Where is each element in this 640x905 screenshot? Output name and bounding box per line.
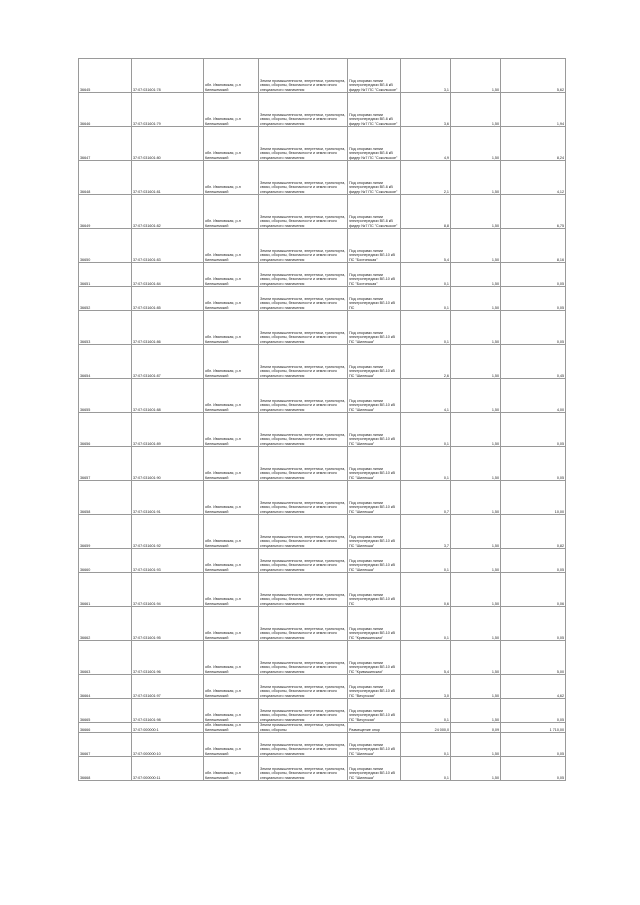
value-cell: 8,16 (501, 229, 566, 263)
rate-cell: 1,50 (451, 195, 501, 229)
land-category-cell: Земли промышленности, энергетики, транспорта, связи, обороны, безопасности и земли иного специального назначения (259, 195, 348, 229)
location-cell: обл. Ивановская, р-н Кинешемский (204, 263, 259, 287)
permitted-use-cell: Размещение опор (348, 723, 401, 733)
value-cell: 0,05 (501, 287, 566, 311)
rate-cell: 1,50 (451, 447, 501, 481)
value-cell: 0,05 (501, 757, 566, 781)
value-cell: 1 710,00 (501, 723, 566, 733)
row-number: 36653 (79, 311, 132, 345)
cadastral-number: 37:07:031601:98 (132, 699, 204, 723)
land-category-cell: Земли промышленности, энергетики, транспорта, связи, обороны, безопасности и земли иного специального назначения (259, 161, 348, 195)
rate-cell: 0,09 (451, 723, 501, 733)
row-number: 36667 (79, 733, 132, 757)
value-cell: 0,05 (501, 607, 566, 641)
table-row (79, 675, 566, 699)
land-category-cell: Земли промышленности, энергетики, транспорта, связи, обороны (259, 723, 348, 733)
permitted-use-cell: Под опорами линии электропередачи ВЛ-10 кВ ПС "Шилекша" (348, 481, 401, 515)
cadastral-number: 37:07:031601:94 (132, 573, 204, 607)
cadastral-number: 37:07:031601:92 (132, 515, 204, 549)
value-cell: 8,24 (501, 127, 566, 161)
area-cell: 5,4 (401, 229, 451, 263)
permitted-use-cell: Под опорами линии электропередачи ВЛ-6 кВ фидер №7 ПС "Сокольское" (348, 93, 401, 127)
permitted-use-cell: Под опорами линии электропередачи ВЛ-10 кВ ПС "Бохтинская" (348, 229, 401, 263)
permitted-use-cell: Под опорами линии электропередачи ВЛ-10 кВ ПС "Вичугская" (348, 699, 401, 723)
location-cell: обл. Ивановская, р-н Кинешемский (204, 345, 259, 379)
permitted-use-cell: Под опорами линии электропередачи ВЛ-6 кВ фидер №7 ПС "Сокольское" (348, 59, 401, 93)
cadastral-number: 37:07:031601:87 (132, 345, 204, 379)
area-cell: 4,9 (401, 127, 451, 161)
area-cell: 0,1 (401, 447, 451, 481)
area-cell: 3,1 (401, 59, 451, 93)
area-cell: 3,7 (401, 515, 451, 549)
area-cell: 2,6 (401, 345, 451, 379)
rate-cell: 1,50 (451, 675, 501, 699)
rate-cell: 1,50 (451, 93, 501, 127)
area-cell: 0,1 (401, 287, 451, 311)
cadastral-number: 37:07:031601:93 (132, 549, 204, 573)
value-cell: 0,45 (501, 345, 566, 379)
row-number: 36654 (79, 345, 132, 379)
cadastral-number: 37:07:031601:82 (132, 195, 204, 229)
value-cell: 1,94 (501, 93, 566, 127)
table-row (79, 447, 566, 481)
table-row (79, 573, 566, 607)
cadastral-number: 37:07:000000:11 (132, 757, 204, 781)
rate-cell: 1,50 (451, 379, 501, 413)
value-cell: 4,12 (501, 161, 566, 195)
land-category-cell: Земли промышленности, энергетики, транспорта, связи, обороны, безопасности и земли иного специального назначения (259, 229, 348, 263)
cadastral-number: 37:07:031601:80 (132, 127, 204, 161)
location-cell: обл. Ивановская, р-н Кинешемский (204, 379, 259, 413)
row-number: 36659 (79, 515, 132, 549)
permitted-use-cell: Под опорами линии электропередачи ВЛ-6 кВ фидер №7 ПС "Сокольское" (348, 127, 401, 161)
rate-cell: 1,50 (451, 59, 501, 93)
row-number: 36649 (79, 195, 132, 229)
area-cell: 0,1 (401, 263, 451, 287)
land-category-cell: Земли промышленности, энергетики, транспорта, связи, обороны, безопасности и земли иного специального назначения (259, 515, 348, 549)
location-cell: обл. Ивановская, р-н Кинешемский (204, 699, 259, 723)
value-cell: 0,82 (501, 515, 566, 549)
permitted-use-cell: Под опорами линии электропередачи ВЛ-10 кВ ПС "Шилекша" (348, 447, 401, 481)
cadastral-number: 37:07:031601:79 (132, 93, 204, 127)
area-cell: 2,1 (401, 161, 451, 195)
rate-cell: 1,50 (451, 733, 501, 757)
value-cell: 0,05 (501, 549, 566, 573)
cadastral-number: 37:07:031601:97 (132, 675, 204, 699)
cadastral-number: 37:07:031601:83 (132, 229, 204, 263)
area-cell: 0,6 (401, 573, 451, 607)
land-category-cell: Земли промышленности, энергетики, транспорта, связи, обороны, безопасности и земли иного специального назначения (259, 607, 348, 641)
land-category-cell: Земли промышленности, энергетики, транспорта, связи, обороны, безопасности и земли иного специального назначения (259, 481, 348, 515)
permitted-use-cell: Под опорами линии электропередачи ВЛ-10 кВ ПС "Шилекша" (348, 311, 401, 345)
row-number: 36668 (79, 757, 132, 781)
table-row (79, 757, 566, 781)
location-cell: обл. Ивановская, р-н Кинешемский (204, 481, 259, 515)
land-category-cell: Земли промышленности, энергетики, транспорта, связи, обороны, безопасности и земли иного специального назначения (259, 699, 348, 723)
permitted-use-cell: Под опорами линии электропередачи ВЛ-10 кВ ПС "Бохтинская" (348, 263, 401, 287)
value-cell: 0,05 (501, 311, 566, 345)
value-cell: 6,75 (501, 195, 566, 229)
location-cell: обл. Ивановская, р-н Кинешемский (204, 607, 259, 641)
area-cell: 0,1 (401, 311, 451, 345)
land-category-cell: Земли промышленности, энергетики, транспорта, связи, обороны, безопасности и земли иного специального назначения (259, 733, 348, 757)
table-row (79, 229, 566, 263)
cadastral-number: 37:07:031601:85 (132, 287, 204, 311)
location-cell: обл. Ивановская, р-н Кинешемский (204, 287, 259, 311)
value-cell: 5,00 (501, 641, 566, 675)
land-category-cell: Земли промышленности, энергетики, транспорта, связи, обороны, безопасности и земли иного специального назначения (259, 549, 348, 573)
rate-cell: 1,50 (451, 515, 501, 549)
rate-cell: 1,50 (451, 229, 501, 263)
row-number: 36651 (79, 263, 132, 287)
location-cell: обл. Ивановская, р-н Кинешемский (204, 641, 259, 675)
value-cell: 4,62 (501, 675, 566, 699)
table-row (79, 59, 566, 93)
row-number: 36658 (79, 481, 132, 515)
permitted-use-cell: Под опорами линии электропередачи ВЛ-10 кВ ПС (348, 573, 401, 607)
value-cell: 5,62 (501, 59, 566, 93)
table-row (79, 379, 566, 413)
location-cell: обл. Ивановская, р-н Кинешемский (204, 413, 259, 447)
location-cell: обл. Ивановская, р-н Кинешемский (204, 723, 259, 733)
land-category-cell: Земли промышленности, энергетики, транспорта, связи, обороны, безопасности и земли иного специального назначения (259, 59, 348, 93)
row-number: 36665 (79, 699, 132, 723)
area-cell: 3,0 (401, 675, 451, 699)
cadastral-number: 37:07:031601:95 (132, 607, 204, 641)
table-row (79, 723, 566, 733)
permitted-use-cell: Под опорами линии электропередачи ВЛ-6 кВ фидер №7 ПС "Сокольское" (348, 195, 401, 229)
table-row (79, 345, 566, 379)
table-row (79, 195, 566, 229)
permitted-use-cell: Под опорами линии электропередачи ВЛ-10 кВ ПС "Шилекша" (348, 413, 401, 447)
permitted-use-cell: Под опорами линии электропередачи ВЛ-10 кВ ПС "Вичугская" (348, 675, 401, 699)
table-body (79, 59, 566, 781)
row-number: 36664 (79, 675, 132, 699)
row-number: 36656 (79, 413, 132, 447)
rate-cell: 1,50 (451, 413, 501, 447)
land-category-cell: Земли промышленности, энергетики, транспорта, связи, обороны, безопасности и земли иного специального назначения (259, 127, 348, 161)
rate-cell: 1,50 (451, 161, 501, 195)
area-cell: 0,1 (401, 607, 451, 641)
row-number: 36660 (79, 549, 132, 573)
location-cell: обл. Ивановская, р-н Кинешемский (204, 59, 259, 93)
location-cell: обл. Ивановская, р-н Кинешемский (204, 229, 259, 263)
table-row (79, 287, 566, 311)
row-number: 36647 (79, 127, 132, 161)
location-cell: обл. Ивановская, р-н Кинешемский (204, 93, 259, 127)
rate-cell: 1,50 (451, 641, 501, 675)
land-category-cell: Земли промышленности, энергетики, транспорта, связи, обороны, безопасности и земли иного специального назначения (259, 573, 348, 607)
value-cell: 0,06 (501, 573, 566, 607)
cadastral-number: 37:07:031601:81 (132, 161, 204, 195)
location-cell: обл. Ивановская, р-н Кинешемский (204, 311, 259, 345)
permitted-use-cell: Под опорами линии электропередачи ВЛ-6 кВ фидер №7 ПС "Сокольское" (348, 161, 401, 195)
land-category-cell: Земли промышленности, энергетики, транспорта, связи, обороны, безопасности и земли иного специального назначения (259, 413, 348, 447)
area-cell: 5,4 (401, 641, 451, 675)
cadastral-number: 37:07:031601:89 (132, 413, 204, 447)
permitted-use-cell: Под опорами линии электропередачи ВЛ-10 кВ ПС "Шилекша" (348, 345, 401, 379)
rate-cell: 1,50 (451, 549, 501, 573)
location-cell: обл. Ивановская, р-н Кинешемский (204, 757, 259, 781)
area-cell: 0,1 (401, 699, 451, 723)
cadastral-number: 37:07:000000:10 (132, 733, 204, 757)
land-category-cell: Земли промышленности, энергетики, транспорта, связи, обороны, безопасности и земли иного специального назначения (259, 379, 348, 413)
value-cell: 0,05 (501, 733, 566, 757)
cadastral-number: 37:07:000000:1 (132, 723, 204, 733)
land-category-cell: Земли промышленности, энергетики, транспорта, связи, обороны, безопасности и земли иного специального назначения (259, 447, 348, 481)
rate-cell: 1,50 (451, 311, 501, 345)
permitted-use-cell: Под опорами линии электропередачи ВЛ-10 кВ ПС "Шилекша" (348, 515, 401, 549)
document-page (78, 58, 565, 781)
permitted-use-cell: Под опорами линии электропередачи ВЛ-10 кВ ПС "Шилекша" (348, 757, 401, 781)
rate-cell: 1,50 (451, 287, 501, 311)
permitted-use-cell: Под опорами линии электропередачи ВЛ-10 кВ ПС "Кривишинская" (348, 607, 401, 641)
value-cell: 0,05 (501, 263, 566, 287)
location-cell: обл. Ивановская, р-н Кинешемский (204, 161, 259, 195)
land-category-cell: Земли промышленности, энергетики, транспорта, связи, обороны, безопасности и земли иного специального назначения (259, 345, 348, 379)
table-row (79, 93, 566, 127)
land-category-cell: Земли промышленности, энергетики, транспорта, связи, обороны, безопасности и земли иного специального назначения (259, 93, 348, 127)
rate-cell: 1,50 (451, 345, 501, 379)
cadastral-number: 37:07:031601:88 (132, 379, 204, 413)
land-category-cell: Земли промышленности, энергетики, транспорта, связи, обороны, безопасности и земли иного специального назначения (259, 757, 348, 781)
value-cell: 0,05 (501, 699, 566, 723)
cadastral-number: 37:07:031601:84 (132, 263, 204, 287)
table-row (79, 413, 566, 447)
permitted-use-cell: Под опорами линии электропередачи ВЛ-10 кВ ПС "Кривишинская" (348, 641, 401, 675)
value-cell: 0,05 (501, 413, 566, 447)
area-cell: 8,8 (401, 195, 451, 229)
rate-cell: 1,50 (451, 127, 501, 161)
row-number: 36652 (79, 287, 132, 311)
cadastral-number: 37:07:031601:86 (132, 311, 204, 345)
row-number: 36657 (79, 447, 132, 481)
value-cell: 0,05 (501, 447, 566, 481)
table-row (79, 263, 566, 287)
rate-cell: 1,50 (451, 481, 501, 515)
location-cell: обл. Ивановская, р-н Кинешемский (204, 447, 259, 481)
rate-cell: 1,50 (451, 699, 501, 723)
location-cell: обл. Ивановская, р-н Кинешемский (204, 127, 259, 161)
table-row (79, 733, 566, 757)
area-cell: 0,1 (401, 733, 451, 757)
row-number: 36648 (79, 161, 132, 195)
land-category-cell: Земли промышленности, энергетики, транспорта, связи, обороны, безопасности и земли иного специального назначения (259, 287, 348, 311)
area-cell: 0,7 (401, 481, 451, 515)
table-row (79, 161, 566, 195)
permitted-use-cell: Под опорами линии электропередачи ВЛ-10 кВ ПС "Шилекша" (348, 379, 401, 413)
location-cell: обл. Ивановская, р-н Кинешемский (204, 515, 259, 549)
permitted-use-cell: Под опорами линии электропередачи ВЛ-10 кВ ПС (348, 287, 401, 311)
area-cell: 3,6 (401, 93, 451, 127)
table-row (79, 641, 566, 675)
rate-cell: 1,50 (451, 263, 501, 287)
row-number: 36646 (79, 93, 132, 127)
table-row (79, 481, 566, 515)
location-cell: обл. Ивановская, р-н Кинешемский (204, 675, 259, 699)
rate-cell: 1,50 (451, 607, 501, 641)
location-cell: обл. Ивановская, р-н Кинешемский (204, 549, 259, 573)
land-category-cell: Земли промышленности, энергетики, транспорта, связи, обороны, безопасности и земли иного специального назначения (259, 311, 348, 345)
table-row (79, 607, 566, 641)
row-number: 36663 (79, 641, 132, 675)
row-number: 36661 (79, 573, 132, 607)
cadastral-number: 37:07:031601:91 (132, 481, 204, 515)
row-number: 36655 (79, 379, 132, 413)
land-category-cell: Земли промышленности, энергетики, транспорта, связи, обороны, безопасности и земли иного специального назначения (259, 641, 348, 675)
land-category-cell: Земли промышленности, энергетики, транспорта, связи, обороны, безопасности и земли иного специального назначения (259, 675, 348, 699)
row-number: 36645 (79, 59, 132, 93)
rate-cell: 1,50 (451, 757, 501, 781)
cadastral-number: 37:07:031601:78 (132, 59, 204, 93)
table-row (79, 127, 566, 161)
value-cell: 10,00 (501, 481, 566, 515)
rate-cell: 1,50 (451, 573, 501, 607)
table-row (79, 515, 566, 549)
location-cell: обл. Ивановская, р-н Кинешемский (204, 733, 259, 757)
permitted-use-cell: Под опорами линии электропередачи ВЛ-10 кВ ПС "Шилекша" (348, 733, 401, 757)
row-number: 36666 (79, 723, 132, 733)
area-cell: 24 000,0 (401, 723, 451, 733)
location-cell: обл. Ивановская, р-н Кинешемский (204, 573, 259, 607)
table-row (79, 549, 566, 573)
area-cell: 0,1 (401, 757, 451, 781)
row-number: 36650 (79, 229, 132, 263)
area-cell: 4,1 (401, 379, 451, 413)
cadastral-number: 37:07:031601:96 (132, 641, 204, 675)
value-cell: 4,00 (501, 379, 566, 413)
permitted-use-cell: Под опорами линии электропередачи ВЛ-10 кВ ПС "Шилекша" (348, 549, 401, 573)
location-cell: обл. Ивановская, р-н Кинешемский (204, 195, 259, 229)
table-row (79, 311, 566, 345)
row-number: 36662 (79, 607, 132, 641)
area-cell: 0,1 (401, 549, 451, 573)
land-plots-table (78, 58, 566, 781)
area-cell: 0,1 (401, 413, 451, 447)
land-category-cell: Земли промышленности, энергетики, транспорта, связи, обороны, безопасности и земли иного специального назначения (259, 263, 348, 287)
cadastral-number: 37:07:031601:90 (132, 447, 204, 481)
table-row (79, 699, 566, 723)
